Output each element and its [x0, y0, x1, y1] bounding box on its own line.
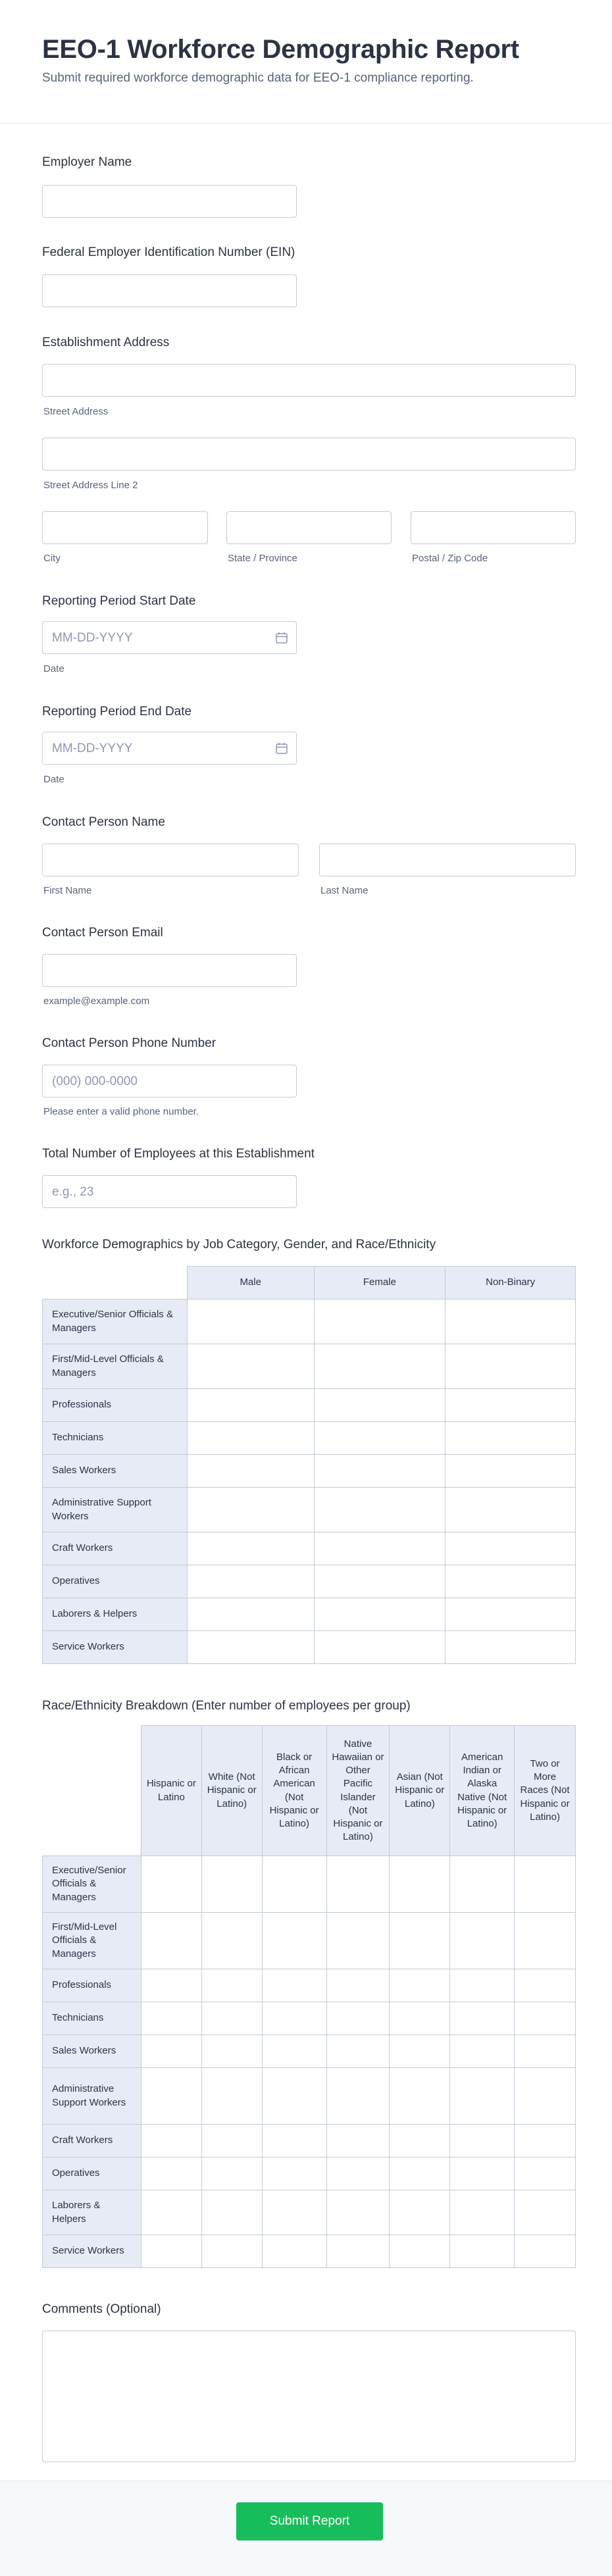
matrix-cell-input[interactable] — [201, 2158, 262, 2190]
matrix-cell-input[interactable] — [515, 2002, 576, 2035]
matrix-cell-input[interactable] — [446, 1422, 576, 1455]
matrix-cell-input[interactable] — [326, 1856, 390, 1913]
matrix2-label: Race/Ethnicity Breakdown (Enter number of employees per group) — [42, 1699, 411, 1713]
matrix-cell-input[interactable] — [314, 1422, 446, 1455]
row-label-sales-workers: Sales Workers — [43, 2035, 141, 2068]
form-subtitle: Submit required workforce demographic data for EEO-1 compliance reporting. — [42, 71, 474, 85]
first-name-sublabel: First Name — [43, 885, 92, 896]
matrix-cell-input[interactable] — [515, 2125, 576, 2158]
matrix-row — [43, 2190, 576, 2235]
matrix-cell-input[interactable] — [450, 2068, 515, 2125]
row-label-first-mid-level-officials-managers: First/Mid-Level Officials & Managers — [43, 1344, 188, 1389]
matrix-cell-input[interactable] — [450, 2002, 515, 2035]
matrix-cell-input[interactable] — [515, 2190, 576, 2235]
last-name-input[interactable] — [319, 844, 576, 876]
column-header-white-not-hispanic-or-latino: White (Not Hispanic or Latino) — [201, 1726, 262, 1856]
contact-phone-sublabel: Please enter a valid phone number. — [43, 1106, 199, 1117]
matrix-cell-input[interactable] — [201, 2002, 262, 2035]
matrix-cell-input[interactable] — [314, 1565, 446, 1598]
end-date-input[interactable] — [42, 732, 297, 765]
matrix-cell-input[interactable] — [515, 2068, 576, 2125]
matrix-cell-input[interactable] — [326, 2158, 390, 2190]
matrix-cell-input[interactable] — [450, 2035, 515, 2068]
matrix-row — [43, 1488, 576, 1532]
end-date-label: Reporting Period End Date — [42, 705, 192, 719]
column-header-native-hawaiian-or-other-pacific-islander-not-hispanic-or-latino: Native Hawaiian or Other Pacific Islander (Not Hispanic or Latino) — [326, 1726, 390, 1856]
total-employees-label: Total Number of Employees at this Establishment — [42, 1147, 315, 1161]
city-input[interactable] — [42, 511, 208, 544]
matrix-cell-input[interactable] — [390, 1913, 450, 1969]
matrix-cell-input[interactable] — [446, 1300, 576, 1344]
matrix-cell-input[interactable] — [141, 1969, 201, 2002]
matrix-cell-input[interactable] — [390, 2035, 450, 2068]
employer-name-label: Employer Name — [42, 155, 132, 169]
matrix-row — [43, 1631, 576, 1664]
matrix-cell-input[interactable] — [201, 2068, 262, 2125]
street-address-sublabel: Street Address — [43, 406, 109, 417]
start-date-sublabel: Date — [43, 663, 64, 674]
matrix-cell-input[interactable] — [201, 1969, 262, 2002]
matrix-cell-input[interactable] — [326, 2035, 390, 2068]
race-ethnicity-matrix — [42, 1725, 576, 2268]
start-date-label: Reporting Period Start Date — [42, 594, 196, 608]
row-label-executive-senior-officials-managers: Executive/Senior Officials & Managers — [43, 1856, 141, 1913]
matrix-cell-input[interactable] — [390, 2190, 450, 2235]
matrix-cell-input[interactable] — [326, 2190, 390, 2235]
matrix-cell-input[interactable] — [450, 1913, 515, 1969]
end-date-placeholder: MM-DD-YYYY — [52, 742, 133, 755]
matrix-cell-input[interactable] — [515, 2235, 576, 2268]
row-label-first-mid-level-officials-managers: First/Mid-Level Officials & Managers — [43, 1913, 141, 1969]
matrix-row — [43, 1969, 576, 2002]
first-name-input[interactable] — [42, 844, 299, 876]
matrix-corner — [43, 1267, 188, 1300]
matrix-row — [43, 2035, 576, 2068]
matrix-row — [43, 1389, 576, 1422]
matrix-cell-input[interactable] — [262, 2190, 326, 2235]
contact-phone-placeholder: (000) 000-0000 — [52, 1074, 138, 1088]
matrix-cell-input[interactable] — [326, 2068, 390, 2125]
column-header-black-or-african-american-not-hispanic-or-latino: Black or African American (Not Hispanic or Latino) — [262, 1726, 326, 1856]
state-sublabel: State / Province — [228, 553, 297, 564]
calendar-icon[interactable] — [275, 742, 288, 755]
matrix-cell-input[interactable] — [141, 2002, 201, 2035]
row-label-craft-workers: Craft Workers — [43, 1532, 188, 1565]
column-header-two-or-more-races-not-hispanic-or-latino: Two or More Races (Not Hispanic or Latino) — [515, 1726, 576, 1856]
start-date-input[interactable] — [42, 621, 297, 654]
address-label: Establishment Address — [42, 336, 170, 349]
matrix-cell-input[interactable] — [187, 1598, 314, 1631]
matrix-cell-input[interactable] — [446, 1532, 576, 1565]
matrix-row — [43, 2068, 576, 2125]
matrix-row — [43, 1344, 576, 1389]
matrix-cell-input[interactable] — [262, 2035, 326, 2068]
matrix-cell-input[interactable] — [201, 2235, 262, 2268]
matrix-cell-input[interactable] — [141, 2068, 201, 2125]
row-label-administrative-support-workers: Administrative Support Workers — [43, 1488, 188, 1532]
column-header-asian-not-hispanic-or-latino: Asian (Not Hispanic or Latino) — [390, 1726, 450, 1856]
row-label-operatives: Operatives — [43, 2158, 141, 2190]
matrix-cell-input[interactable] — [141, 2235, 201, 2268]
matrix-cell-input[interactable] — [201, 2035, 262, 2068]
matrix-cell-input[interactable] — [314, 1455, 446, 1488]
matrix-row — [43, 1913, 576, 1969]
matrix-row — [43, 1565, 576, 1598]
matrix-cell-input[interactable] — [187, 1300, 314, 1344]
matrix-cell-input[interactable] — [314, 1300, 446, 1344]
row-label-laborers-helpers: Laborers & Helpers — [43, 2190, 141, 2235]
matrix-cell-input[interactable] — [141, 1856, 201, 1913]
matrix-cell-input[interactable] — [187, 1631, 314, 1664]
matrix-cell-input[interactable] — [201, 1913, 262, 1969]
matrix-row — [43, 2125, 576, 2158]
matrix-cell-input[interactable] — [314, 1631, 446, 1664]
matrix-cell-input[interactable] — [326, 1913, 390, 1969]
matrix-cell-input[interactable] — [326, 2125, 390, 2158]
zip-input[interactable] — [411, 511, 576, 544]
demographics-matrix — [42, 1266, 576, 1664]
matrix-cell-input[interactable] — [187, 1422, 314, 1455]
matrix-cell-input[interactable] — [446, 1344, 576, 1389]
start-date-placeholder: MM-DD-YYYY — [52, 631, 133, 645]
matrix-cell-input[interactable] — [141, 2158, 201, 2190]
row-label-technicians: Technicians — [43, 2002, 141, 2035]
row-label-craft-workers: Craft Workers — [43, 2125, 141, 2158]
contact-email-input[interactable] — [42, 954, 297, 987]
matrix-cell-input[interactable] — [201, 2190, 262, 2235]
matrix-cell-input[interactable] — [446, 1455, 576, 1488]
matrix-cell-input[interactable] — [390, 2125, 450, 2158]
matrix-cell-input[interactable] — [450, 1856, 515, 1913]
matrix-cell-input[interactable] — [314, 1389, 446, 1422]
matrix1-label: Workforce Demographics by Job Category, Gender, and Race/Ethnicity — [42, 1238, 436, 1251]
row-label-professionals: Professionals — [43, 1389, 188, 1422]
matrix-cell-input[interactable] — [450, 2125, 515, 2158]
matrix-cell-input[interactable] — [262, 2158, 326, 2190]
matrix-cell-input[interactable] — [446, 1598, 576, 1631]
matrix-cell-input[interactable] — [390, 1969, 450, 2002]
matrix-cell-input[interactable] — [314, 1344, 446, 1389]
row-label-service-workers: Service Workers — [43, 2235, 141, 2268]
matrix-cell-input[interactable] — [515, 1913, 576, 1969]
matrix-cell-input[interactable] — [262, 1856, 326, 1913]
last-name-sublabel: Last Name — [320, 885, 369, 896]
contact-email-sublabel: example@example.com — [43, 996, 150, 1007]
matrix-cell-input[interactable] — [262, 1913, 326, 1969]
matrix-cell-input[interactable] — [390, 2068, 450, 2125]
column-header-hispanic-or-latino: Hispanic or Latino — [141, 1726, 201, 1856]
matrix-cell-input[interactable] — [141, 2190, 201, 2235]
matrix-row — [43, 1532, 576, 1565]
matrix-cell-input[interactable] — [141, 2035, 201, 2068]
matrix-cell-input[interactable] — [515, 1969, 576, 2002]
state-input[interactable] — [226, 511, 392, 544]
matrix-cell-input[interactable] — [450, 1969, 515, 2002]
column-header-female: Female — [314, 1267, 446, 1300]
street-address-input[interactable] — [42, 364, 576, 397]
matrix-cell-input[interactable] — [446, 1488, 576, 1532]
submit-button[interactable]: Submit Report — [236, 2502, 383, 2540]
row-label-operatives: Operatives — [43, 1565, 188, 1598]
matrix-corner — [43, 1726, 141, 1856]
matrix-cell-input[interactable] — [314, 1598, 446, 1631]
matrix-cell-input[interactable] — [141, 1913, 201, 1969]
matrix-cell-input[interactable] — [314, 1488, 446, 1532]
total-employees-placeholder: e.g., 23 — [52, 1185, 94, 1199]
matrix-cell-input[interactable] — [390, 2002, 450, 2035]
column-header-non-binary: Non-Binary — [446, 1267, 576, 1300]
calendar-icon[interactable] — [275, 632, 288, 644]
column-header-american-indian-or-alaska-native-not-hispanic-or-latino: American Indian or Alaska Native (Not Hispanic or Latino) — [450, 1726, 515, 1856]
matrix-cell-input[interactable] — [326, 2235, 390, 2268]
matrix-row — [43, 1300, 576, 1344]
matrix-cell-input[interactable] — [201, 2125, 262, 2158]
matrix-cell-input[interactable] — [390, 1856, 450, 1913]
matrix-cell-input[interactable] — [187, 1532, 314, 1565]
matrix-cell-input[interactable] — [326, 2002, 390, 2035]
matrix-row — [43, 2235, 576, 2268]
ein-input[interactable] — [42, 274, 297, 307]
row-label-service-workers: Service Workers — [43, 1631, 188, 1664]
employer-name-input[interactable] — [42, 185, 297, 218]
zip-sublabel: Postal / Zip Code — [412, 553, 488, 564]
row-label-sales-workers: Sales Workers — [43, 1455, 188, 1488]
matrix-row — [43, 1422, 576, 1455]
matrix-row — [43, 1455, 576, 1488]
matrix-cell-input[interactable] — [450, 2158, 515, 2190]
contact-email-label: Contact Person Email — [42, 926, 163, 940]
matrix-cell-input[interactable] — [262, 2002, 326, 2035]
matrix-row — [43, 1598, 576, 1631]
matrix-cell-input[interactable] — [262, 2235, 326, 2268]
matrix-cell-input[interactable] — [187, 1389, 314, 1422]
matrix-cell-input[interactable] — [314, 1532, 446, 1565]
matrix-cell-input[interactable] — [187, 1455, 314, 1488]
matrix-cell-input[interactable] — [446, 1389, 576, 1422]
comments-label: Comments (Optional) — [42, 2302, 161, 2316]
contact-phone-input[interactable] — [42, 1065, 297, 1098]
form-header — [0, 0, 612, 124]
matrix-cell-input[interactable] — [187, 1488, 314, 1532]
row-label-technicians: Technicians — [43, 1422, 188, 1455]
contact-phone-label: Contact Person Phone Number — [42, 1036, 217, 1050]
street-address-line2-sublabel: Street Address Line 2 — [43, 480, 138, 491]
matrix-row — [43, 2158, 576, 2190]
matrix-cell-input[interactable] — [446, 1631, 576, 1664]
contact-name-label: Contact Person Name — [42, 815, 165, 829]
matrix-cell-input[interactable] — [141, 2125, 201, 2158]
row-label-professionals: Professionals — [43, 1969, 141, 2002]
matrix-cell-input[interactable] — [187, 1344, 314, 1389]
row-label-administrative-support-workers: Administrative Support Workers — [43, 2068, 141, 2125]
matrix-cell-input[interactable] — [390, 2158, 450, 2190]
matrix-cell-input[interactable] — [262, 1969, 326, 2002]
city-sublabel: City — [43, 553, 61, 564]
matrix-cell-input[interactable] — [262, 2068, 326, 2125]
matrix-row — [43, 1856, 576, 1913]
matrix-cell-input[interactable] — [515, 2035, 576, 2068]
matrix-cell-input[interactable] — [326, 1969, 390, 2002]
matrix-cell-input[interactable] — [515, 2158, 576, 2190]
matrix-row — [43, 2002, 576, 2035]
form-title: EEO-1 Workforce Demographic Report — [42, 35, 519, 64]
matrix-cell-input[interactable] — [515, 1856, 576, 1913]
row-label-laborers-helpers: Laborers & Helpers — [43, 1598, 188, 1631]
row-label-executive-senior-officials-managers: Executive/Senior Officials & Managers — [43, 1300, 188, 1344]
matrix-cell-input[interactable] — [390, 2235, 450, 2268]
end-date-sublabel: Date — [43, 774, 64, 785]
ein-label: Federal Employer Identification Number (EIN) — [42, 245, 295, 259]
matrix-cell-input[interactable] — [262, 2125, 326, 2158]
total-employees-input[interactable] — [42, 1175, 297, 1208]
column-header-male: Male — [187, 1267, 314, 1300]
matrix-cell-input[interactable] — [450, 2235, 515, 2268]
matrix-cell-input[interactable] — [450, 2190, 515, 2235]
matrix-cell-input[interactable] — [201, 1856, 262, 1913]
street-address-line2-input[interactable] — [42, 438, 576, 470]
matrix-cell-input[interactable] — [187, 1565, 314, 1598]
comments-textarea[interactable] — [42, 2331, 576, 2462]
matrix-cell-input[interactable] — [446, 1565, 576, 1598]
